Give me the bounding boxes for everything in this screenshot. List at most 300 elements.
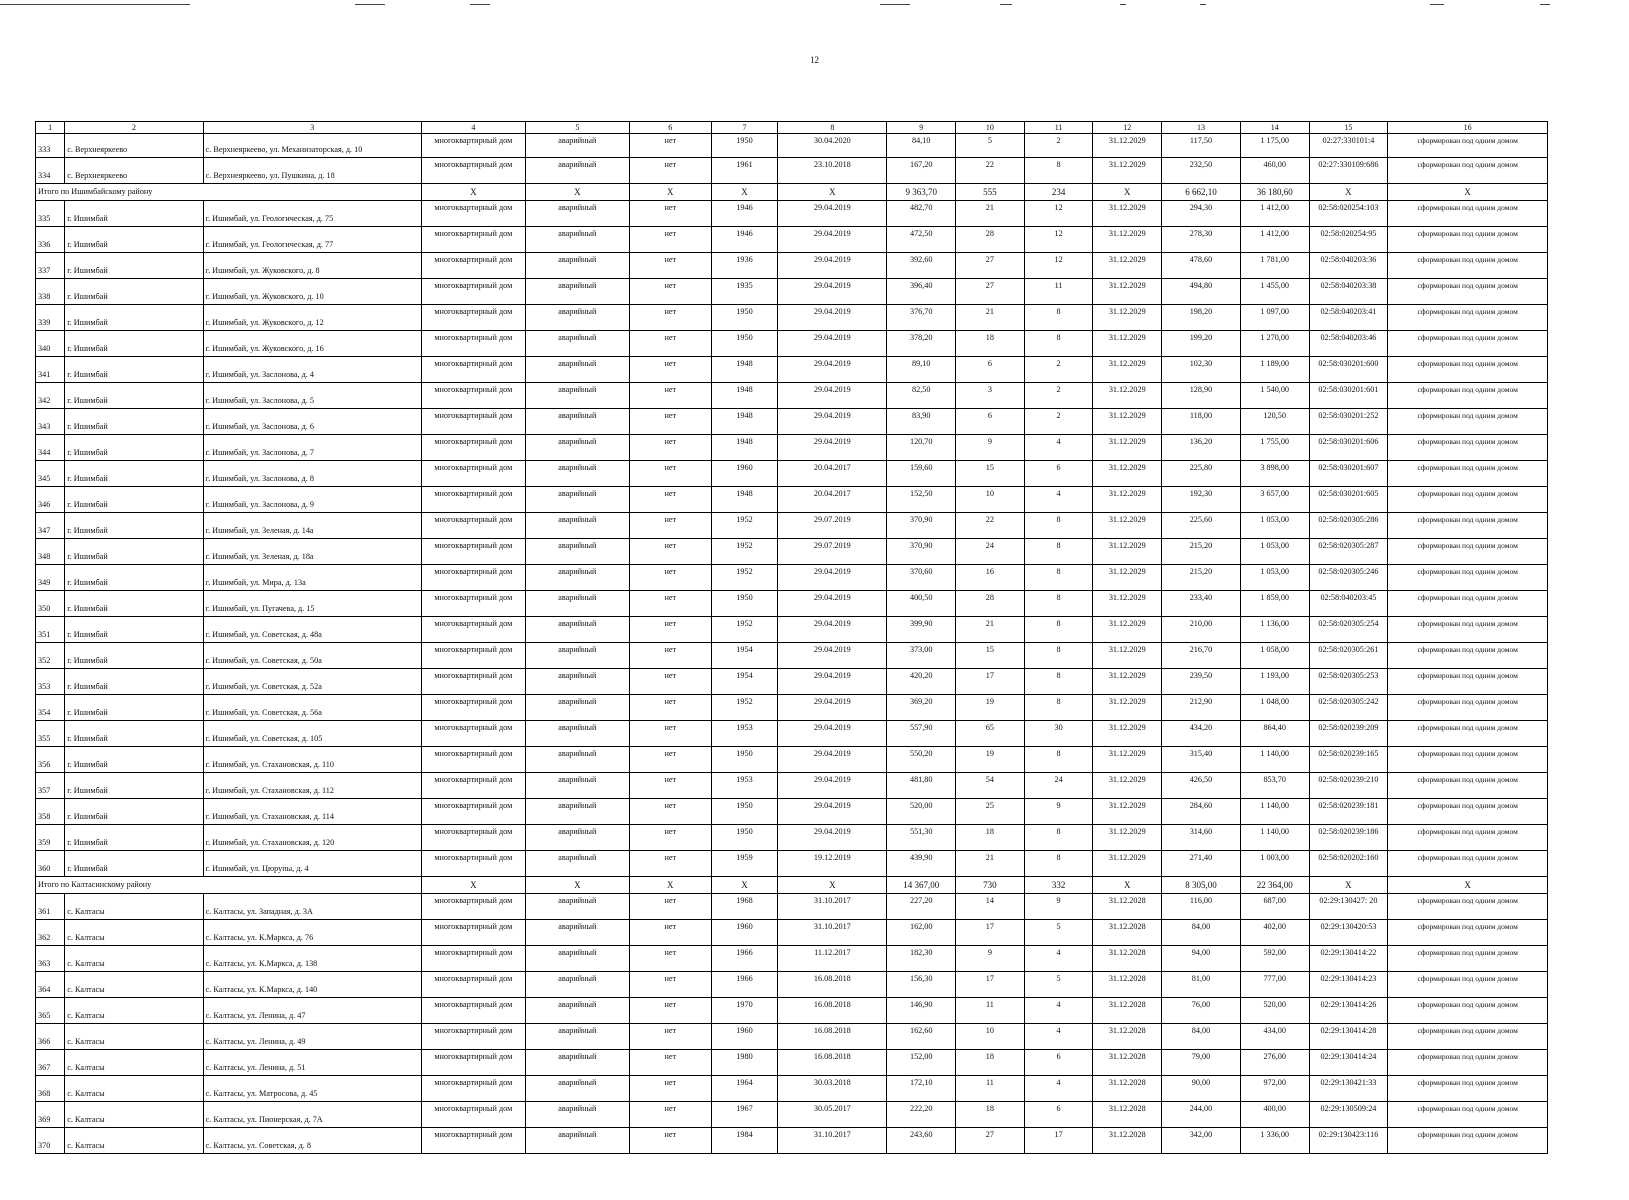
area-2-cell: 315,40 (1162, 747, 1241, 773)
area-cell: 550,20 (887, 747, 956, 773)
cadastral-number-cell: 02:58:040203:46 (1309, 331, 1388, 357)
building-type-cell: многоквартирный дом (421, 695, 525, 721)
building-type-cell: многоквартирный дом (421, 279, 525, 305)
area-cell: 520,00 (887, 799, 956, 825)
table-row (36, 279, 1548, 305)
year-built-cell: 1980 (711, 1050, 778, 1076)
address-cell: г. Ишимбай, ул. Заслонова, д. 8 (203, 461, 421, 487)
building-type-cell: многоквартирный дом (421, 1050, 525, 1076)
condition-cell: аварийный (525, 643, 629, 669)
year-built-cell: 1950 (711, 305, 778, 331)
deadline-cell: 31.12.2029 (1093, 617, 1162, 643)
address-cell: г. Ишимбай, ул. Стахановская, д. 112 (203, 773, 421, 799)
row-number: 338 (36, 279, 65, 305)
building-type-cell: многоквартирный дом (421, 305, 525, 331)
area-cell: 392,60 (887, 253, 956, 279)
residents-cell: 54 (956, 773, 1025, 799)
flag-cell: нет (629, 825, 711, 851)
flats-cell: 6 (1024, 1102, 1093, 1128)
year-built-cell: 1954 (711, 669, 778, 695)
year-built-cell: 1959 (711, 851, 778, 877)
deadline-cell: 31.12.2029 (1093, 747, 1162, 773)
year-built-cell: 1952 (711, 513, 778, 539)
residents-cell: 11 (956, 1076, 1025, 1102)
settlement-cell: г. Ишимбай (65, 565, 203, 591)
recognition-date-cell: 30.04.2020 (778, 134, 887, 158)
settlement-cell: с. Верхнеяркеево (65, 134, 203, 158)
recognition-date-cell: 29.04.2019 (778, 591, 887, 617)
table-row (36, 357, 1548, 383)
table-row (36, 643, 1548, 669)
total-cell-col7: Х (711, 877, 778, 894)
district-total-label: Итого по Калтасинскому району (36, 877, 422, 894)
scan-artifact-line (0, 0, 1629, 14)
area-cell: 370,60 (887, 565, 956, 591)
address-cell: г. Ишимбай, ул. Зеленая, д. 18а (203, 539, 421, 565)
table-row (36, 591, 1548, 617)
cadastral-number-cell: 02:29:130414:28 (1309, 1024, 1388, 1050)
building-type-cell: многоквартирный дом (421, 617, 525, 643)
year-built-cell: 1950 (711, 331, 778, 357)
deadline-cell: 31.12.2029 (1093, 253, 1162, 279)
table-row (36, 721, 1548, 747)
condition-cell: аварийный (525, 1076, 629, 1102)
land-area-cell: 1 175,00 (1240, 134, 1309, 158)
cadastral-number-cell: 02:58:030201:601 (1309, 383, 1388, 409)
cadastral-number-cell: 02:29:130423:116 (1309, 1128, 1388, 1154)
condition-cell: аварийный (525, 253, 629, 279)
condition-cell: аварийный (525, 227, 629, 253)
table-row (36, 487, 1548, 513)
year-built-cell: 1946 (711, 201, 778, 227)
address-cell: г. Ишимбай, ул. Стахановская, д. 120 (203, 825, 421, 851)
area-cell: 172,10 (887, 1076, 956, 1102)
year-built-cell: 1948 (711, 383, 778, 409)
building-type-cell: многоквартирный дом (421, 643, 525, 669)
area-2-cell: 117,50 (1162, 134, 1241, 158)
table-row (36, 305, 1548, 331)
building-type-cell: многоквартирный дом (421, 894, 525, 920)
total-land: 36 180,60 (1240, 184, 1309, 201)
header-cell: 8 (778, 122, 887, 134)
recognition-date-cell: 31.10.2017 (778, 894, 887, 920)
year-built-cell: 1970 (711, 998, 778, 1024)
area-cell: 378,20 (887, 331, 956, 357)
building-type-cell: многоквартирный дом (421, 158, 525, 184)
flats-cell: 24 (1024, 773, 1093, 799)
residents-cell: 21 (956, 201, 1025, 227)
year-built-cell: 1966 (711, 972, 778, 998)
row-number: 357 (36, 773, 65, 799)
land-area-cell: 1 189,00 (1240, 357, 1309, 383)
total-cell-col6: Х (629, 877, 711, 894)
deadline-cell: 31.12.2028 (1093, 1050, 1162, 1076)
address-cell: с. Калтасы, ул. К.Маркса, д. 140 (203, 972, 421, 998)
land-status-cell: сформирован под одним домом (1388, 487, 1548, 513)
cadastral-number-cell: 02:29:130414:26 (1309, 998, 1388, 1024)
area-2-cell: 478,60 (1162, 253, 1241, 279)
area-cell: 482,70 (887, 201, 956, 227)
recognition-date-cell: 16.08.2018 (778, 998, 887, 1024)
row-number: 360 (36, 851, 65, 877)
residents-cell: 18 (956, 825, 1025, 851)
cadastral-number-cell: 02:58:020239:165 (1309, 747, 1388, 773)
row-number: 370 (36, 1128, 65, 1154)
land-status-cell: сформирован под одним домом (1388, 513, 1548, 539)
condition-cell: аварийный (525, 920, 629, 946)
header-cell: 2 (65, 122, 203, 134)
land-status-cell: сформирован под одним домом (1388, 539, 1548, 565)
deadline-cell: 31.12.2029 (1093, 669, 1162, 695)
flats-cell: 4 (1024, 946, 1093, 972)
cadastral-number-cell: 02:58:020305:242 (1309, 695, 1388, 721)
area-cell: 156,30 (887, 972, 956, 998)
row-number: 347 (36, 513, 65, 539)
residents-cell: 9 (956, 946, 1025, 972)
address-cell: г. Ишимбай, ул. Советская, д. 52а (203, 669, 421, 695)
cadastral-number-cell: 02:27:330109:686 (1309, 158, 1388, 184)
residents-cell: 5 (956, 134, 1025, 158)
cadastral-number-cell: 02:58:020202:160 (1309, 851, 1388, 877)
settlement-cell: с. Калтасы (65, 972, 203, 998)
area-2-cell: 284,60 (1162, 799, 1241, 825)
recognition-date-cell: 29.04.2019 (778, 409, 887, 435)
deadline-cell: 31.12.2029 (1093, 305, 1162, 331)
land-status-cell: сформирован под одним домом (1388, 409, 1548, 435)
cadastral-number-cell: 02:58:020305:254 (1309, 617, 1388, 643)
flag-cell: нет (629, 134, 711, 158)
year-built-cell: 1952 (711, 539, 778, 565)
land-status-cell: сформирован под одним домом (1388, 227, 1548, 253)
recognition-date-cell: 16.08.2018 (778, 972, 887, 998)
settlement-cell: г. Ишимбай (65, 201, 203, 227)
row-number: 369 (36, 1102, 65, 1128)
residents-cell: 15 (956, 461, 1025, 487)
deadline-cell: 31.12.2028 (1093, 1128, 1162, 1154)
residents-cell: 28 (956, 591, 1025, 617)
recognition-date-cell: 29.04.2019 (778, 201, 887, 227)
land-area-cell: 1 270,00 (1240, 331, 1309, 357)
area-2-cell: 198,20 (1162, 305, 1241, 331)
row-number: 356 (36, 747, 65, 773)
residents-cell: 15 (956, 643, 1025, 669)
flag-cell: нет (629, 201, 711, 227)
flats-cell: 9 (1024, 799, 1093, 825)
address-cell: с. Калтасы, ул. К.Маркса, д. 76 (203, 920, 421, 946)
residents-cell: 18 (956, 1050, 1025, 1076)
row-number: 365 (36, 998, 65, 1024)
cadastral-number-cell: 02:29:130414:24 (1309, 1050, 1388, 1076)
area-cell: 162,60 (887, 1024, 956, 1050)
recognition-date-cell: 29.07.2019 (778, 513, 887, 539)
address-cell: с. Верхнеяркеево, ул. Пушкина, д. 18 (203, 158, 421, 184)
cadastral-number-cell: 02:58:030201:607 (1309, 461, 1388, 487)
flats-cell: 4 (1024, 435, 1093, 461)
recognition-date-cell: 29.07.2019 (778, 539, 887, 565)
header-cell: 15 (1309, 122, 1388, 134)
area-cell: 373,00 (887, 643, 956, 669)
area-cell: 551,30 (887, 825, 956, 851)
land-status-cell: сформирован под одним домом (1388, 435, 1548, 461)
table-row (36, 1024, 1548, 1050)
total-area-2: 6 662,10 (1162, 184, 1241, 201)
flag-cell: нет (629, 721, 711, 747)
condition-cell: аварийный (525, 539, 629, 565)
area-2-cell: 79,00 (1162, 1050, 1241, 1076)
row-number: 368 (36, 1076, 65, 1102)
address-cell: г. Ишимбай, ул. Заслонова, д. 9 (203, 487, 421, 513)
header-cell: 1 (36, 122, 65, 134)
address-cell: г. Ишимбай, ул. Заслонова, д. 5 (203, 383, 421, 409)
land-status-cell: сформирован под одним домом (1388, 799, 1548, 825)
year-built-cell: 1964 (711, 1076, 778, 1102)
table-row (36, 331, 1548, 357)
district-total-row (36, 184, 1548, 201)
flag-cell: нет (629, 565, 711, 591)
flag-cell: нет (629, 1024, 711, 1050)
year-built-cell: 1950 (711, 591, 778, 617)
building-type-cell: многоквартирный дом (421, 487, 525, 513)
row-number: 334 (36, 158, 65, 184)
building-type-cell: многоквартирный дом (421, 409, 525, 435)
land-area-cell: 1 455,00 (1240, 279, 1309, 305)
row-number: 349 (36, 565, 65, 591)
flag-cell: нет (629, 279, 711, 305)
residents-cell: 17 (956, 669, 1025, 695)
land-area-cell: 120,50 (1240, 409, 1309, 435)
land-area-cell: 972,00 (1240, 1076, 1309, 1102)
land-area-cell: 1 140,00 (1240, 799, 1309, 825)
settlement-cell: г. Ишимбай (65, 721, 203, 747)
condition-cell: аварийный (525, 201, 629, 227)
header-cell: 4 (421, 122, 525, 134)
building-type-cell: многоквартирный дом (421, 253, 525, 279)
table-row (36, 227, 1548, 253)
residents-cell: 18 (956, 331, 1025, 357)
building-type-cell: многоквартирный дом (421, 998, 525, 1024)
recognition-date-cell: 30.05.2017 (778, 1102, 887, 1128)
settlement-cell: г. Ишимбай (65, 747, 203, 773)
total-cell-col15: Х (1309, 184, 1388, 201)
residents-cell: 19 (956, 695, 1025, 721)
building-type-cell: многоквартирный дом (421, 1024, 525, 1050)
year-built-cell: 1960 (711, 920, 778, 946)
flag-cell: нет (629, 1076, 711, 1102)
building-type-cell: многоквартирный дом (421, 851, 525, 877)
condition-cell: аварийный (525, 695, 629, 721)
settlement-cell: г. Ишимбай (65, 409, 203, 435)
condition-cell: аварийный (525, 134, 629, 158)
row-number: 344 (36, 435, 65, 461)
address-cell: г. Ишимбай, ул. Мира, д. 13а (203, 565, 421, 591)
flats-cell: 4 (1024, 1024, 1093, 1050)
deadline-cell: 31.12.2029 (1093, 643, 1162, 669)
area-cell: 159,60 (887, 461, 956, 487)
flag-cell: нет (629, 591, 711, 617)
area-cell: 243,60 (887, 1128, 956, 1154)
flag-cell: нет (629, 1102, 711, 1128)
address-cell: г. Ишимбай, ул. Жуковского, д. 12 (203, 305, 421, 331)
area-2-cell: 233,40 (1162, 591, 1241, 617)
settlement-cell: с. Калтасы (65, 1076, 203, 1102)
recognition-date-cell: 30.03.2018 (778, 1076, 887, 1102)
row-number: 359 (36, 825, 65, 851)
area-cell: 182,30 (887, 946, 956, 972)
land-area-cell: 1 003,00 (1240, 851, 1309, 877)
address-cell: с. Калтасы, ул. Ленина, д. 49 (203, 1024, 421, 1050)
deadline-cell: 31.12.2029 (1093, 158, 1162, 184)
condition-cell: аварийный (525, 1128, 629, 1154)
area-2-cell: 210,00 (1162, 617, 1241, 643)
year-built-cell: 1953 (711, 773, 778, 799)
deadline-cell: 31.12.2029 (1093, 487, 1162, 513)
area-2-cell: 212,90 (1162, 695, 1241, 721)
land-area-cell: 1 412,00 (1240, 227, 1309, 253)
land-status-cell: сформирован под одним домом (1388, 643, 1548, 669)
header-cell: 13 (1162, 122, 1241, 134)
land-area-cell: 1 193,00 (1240, 669, 1309, 695)
cadastral-number-cell: 02:58:020305:246 (1309, 565, 1388, 591)
land-area-cell: 3 898,00 (1240, 461, 1309, 487)
residents-cell: 27 (956, 253, 1025, 279)
year-built-cell: 1952 (711, 617, 778, 643)
land-area-cell: 1 053,00 (1240, 565, 1309, 591)
residents-cell: 21 (956, 305, 1025, 331)
area-cell: 146,90 (887, 998, 956, 1024)
year-built-cell: 1952 (711, 695, 778, 721)
table-row (36, 1076, 1548, 1102)
land-area-cell: 1 053,00 (1240, 539, 1309, 565)
recognition-date-cell: 23.10.2018 (778, 158, 887, 184)
land-area-cell: 853,70 (1240, 773, 1309, 799)
recognition-date-cell: 29.04.2019 (778, 643, 887, 669)
flats-cell: 8 (1024, 565, 1093, 591)
area-2-cell: 244,00 (1162, 1102, 1241, 1128)
cadastral-number-cell: 02:58:020305:261 (1309, 643, 1388, 669)
flats-cell: 8 (1024, 539, 1093, 565)
building-type-cell: многоквартирный дом (421, 825, 525, 851)
flag-cell: нет (629, 972, 711, 998)
total-cell-col8: Х (778, 877, 887, 894)
building-type-cell: многоквартирный дом (421, 565, 525, 591)
condition-cell: аварийный (525, 357, 629, 383)
row-number: 345 (36, 461, 65, 487)
row-number: 361 (36, 894, 65, 920)
year-built-cell: 1960 (711, 461, 778, 487)
deadline-cell: 31.12.2029 (1093, 565, 1162, 591)
year-built-cell: 1950 (711, 134, 778, 158)
total-flats: 234 (1024, 184, 1093, 201)
settlement-cell: с. Верхнеяркеево (65, 158, 203, 184)
header-row (36, 122, 1548, 134)
land-area-cell: 1 048,00 (1240, 695, 1309, 721)
deadline-cell: 31.12.2029 (1093, 539, 1162, 565)
settlement-cell: г. Ишимбай (65, 669, 203, 695)
table-row (36, 825, 1548, 851)
land-status-cell: сформирован под одним домом (1388, 1076, 1548, 1102)
land-status-cell: сформирован под одним домом (1388, 851, 1548, 877)
land-status-cell: сформирован под одним домом (1388, 201, 1548, 227)
residents-cell: 22 (956, 513, 1025, 539)
year-built-cell: 1953 (711, 721, 778, 747)
recognition-date-cell: 31.10.2017 (778, 1128, 887, 1154)
table-row (36, 1128, 1548, 1154)
deadline-cell: 31.12.2029 (1093, 591, 1162, 617)
building-type-cell: многоквартирный дом (421, 461, 525, 487)
row-number: 362 (36, 920, 65, 946)
table-row (36, 158, 1548, 184)
year-built-cell: 1968 (711, 894, 778, 920)
area-2-cell: 434,20 (1162, 721, 1241, 747)
residents-cell: 10 (956, 487, 1025, 513)
row-number: 353 (36, 669, 65, 695)
land-status-cell: сформирован под одним домом (1388, 1050, 1548, 1076)
settlement-cell: г. Ишимбай (65, 799, 203, 825)
address-cell: г. Ишимбай, ул. Геологическая, д. 77 (203, 227, 421, 253)
land-area-cell: 1 136,00 (1240, 617, 1309, 643)
flag-cell: нет (629, 1050, 711, 1076)
header-cell: 16 (1388, 122, 1548, 134)
building-type-cell: многоквартирный дом (421, 435, 525, 461)
land-area-cell: 687,00 (1240, 894, 1309, 920)
deadline-cell: 31.12.2029 (1093, 134, 1162, 158)
land-status-cell: сформирован под одним домом (1388, 920, 1548, 946)
address-cell: с. Калтасы, ул. Матросова, д. 45 (203, 1076, 421, 1102)
deadline-cell: 31.12.2029 (1093, 773, 1162, 799)
condition-cell: аварийный (525, 721, 629, 747)
recognition-date-cell: 29.04.2019 (778, 331, 887, 357)
recognition-date-cell: 29.04.2019 (778, 721, 887, 747)
recognition-date-cell: 29.04.2019 (778, 305, 887, 331)
land-status-cell: сформирован под одним домом (1388, 461, 1548, 487)
flag-cell: нет (629, 1128, 711, 1154)
total-cell-col7: Х (711, 184, 778, 201)
land-area-cell: 1 053,00 (1240, 513, 1309, 539)
year-built-cell: 1950 (711, 799, 778, 825)
residents-cell: 17 (956, 920, 1025, 946)
table-row (36, 972, 1548, 998)
flats-cell: 12 (1024, 227, 1093, 253)
year-built-cell: 1948 (711, 435, 778, 461)
building-type-cell: многоквартирный дом (421, 383, 525, 409)
building-type-cell: многоквартирный дом (421, 773, 525, 799)
row-number: 348 (36, 539, 65, 565)
land-status-cell: сформирован под одним домом (1388, 134, 1548, 158)
cadastral-number-cell: 02:58:040203:45 (1309, 591, 1388, 617)
area-2-cell: 294,30 (1162, 201, 1241, 227)
header-cell: 10 (956, 122, 1025, 134)
recognition-date-cell: 20.04.2017 (778, 461, 887, 487)
deadline-cell: 31.12.2028 (1093, 1076, 1162, 1102)
residents-cell: 6 (956, 357, 1025, 383)
deadline-cell: 31.12.2029 (1093, 825, 1162, 851)
area-cell: 399,90 (887, 617, 956, 643)
cadastral-number-cell: 02:29:130420:53 (1309, 920, 1388, 946)
cadastral-number-cell: 02:58:040203:41 (1309, 305, 1388, 331)
cadastral-number-cell: 02:29:130414:22 (1309, 946, 1388, 972)
land-area-cell: 520,00 (1240, 998, 1309, 1024)
area-2-cell: 90,00 (1162, 1076, 1241, 1102)
table-row (36, 946, 1548, 972)
district-total-label: Итого по Ишимбайскому району (36, 184, 422, 201)
table-row (36, 461, 1548, 487)
total-cell-col4: Х (421, 184, 525, 201)
address-cell: г. Ишимбай, ул. Заслонова, д. 6 (203, 409, 421, 435)
total-cell-col6: Х (629, 184, 711, 201)
table-row (36, 1102, 1548, 1128)
condition-cell: аварийный (525, 1050, 629, 1076)
table-row (36, 253, 1548, 279)
